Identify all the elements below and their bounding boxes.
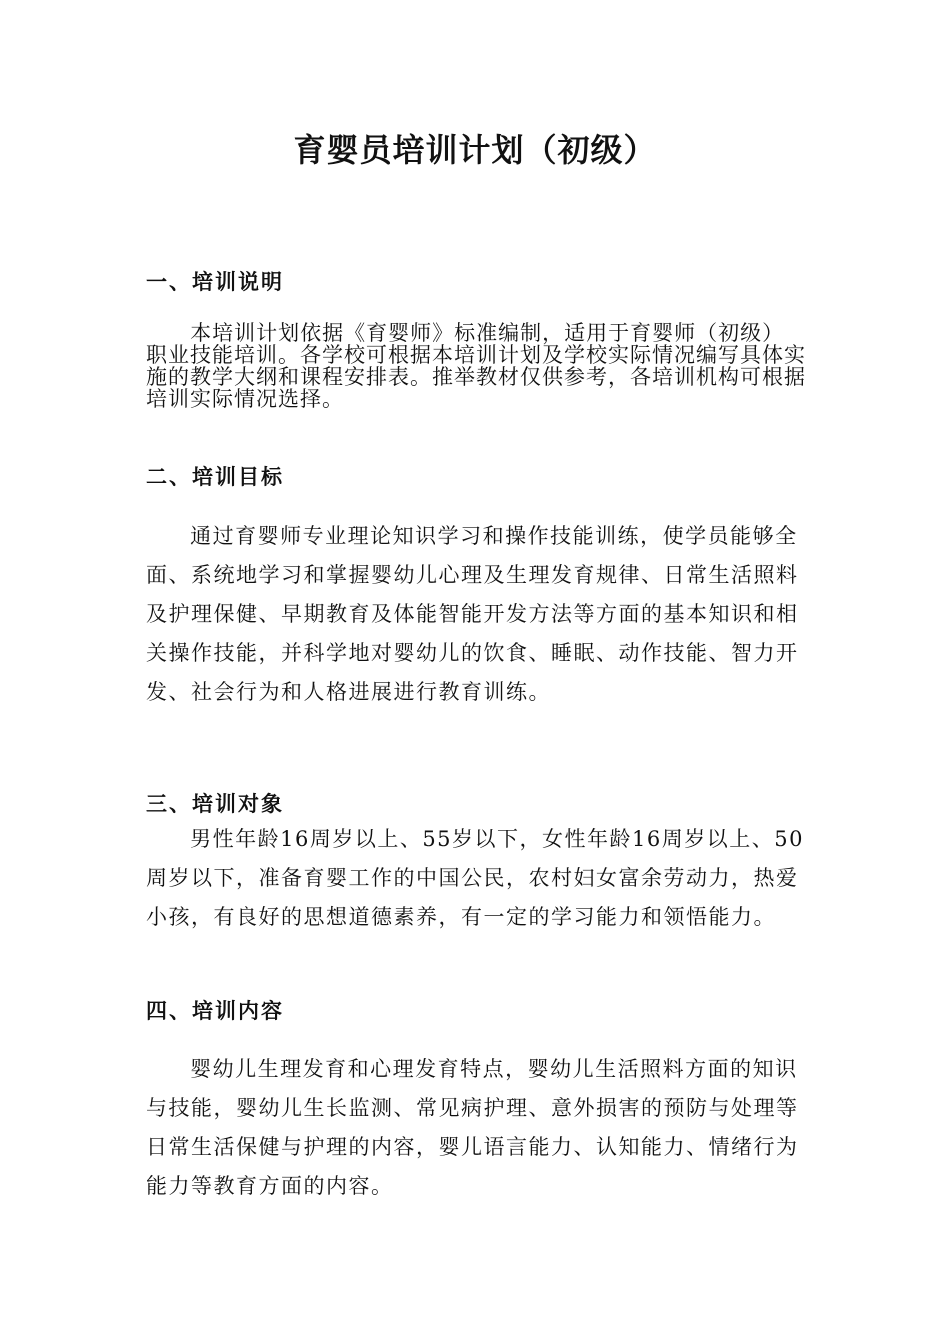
- section-heading-explanation: 一、培训说明: [146, 270, 284, 294]
- section-heading-content: 四、培训内容: [146, 999, 284, 1023]
- section-body-goals: 通过育婴师专业理论知识学习和操作技能训练，使学员能够全面、系统地学习和掌握婴幼儿心理及生理发育规律、日常生活照料及护理保健、早期教育及体能智能开发方法等方面的基本知识和相关操作技能，并科学地对婴幼儿的饮食、睡眠、动作技能、智力开发、社会行为和人格进展进行教育训练。: [146, 524, 799, 704]
- section-heading-goals: 二、培训目标: [146, 465, 284, 489]
- section-body-audience: 男性年龄16周岁以上、55岁以下，女性年龄16周岁以上、50周岁以下，准备育婴工作的中国公民，农村妇女富余劳动力，热爱小孩，有良好的思想道德素养，有一定的学习能力和领悟能力。: [146, 827, 804, 929]
- section-body-explanation: 本培训计划依据《育婴师》标准编制，适用于育婴师（初级）职业技能培训。各学校可根据本培训计划及学校实际情况编写具体实施的教学大纲和课程安排表。推举教材仅供参考，各培训机构可根据培训实际情况选择。: [146, 321, 806, 411]
- section-body-content: 婴幼儿生理发育和心理发育特点，婴幼儿生活照料方面的知识与技能，婴幼儿生长监测、常见病护理、意外损害的预防与处理等日常生活保健与护理的内容，婴儿语言能力、认知能力、情绪行为能力等教育方面的内容。: [146, 1057, 799, 1198]
- section-heading-audience: 三、培训对象: [146, 792, 284, 816]
- document-title: 育婴员培训计划（初级）: [293, 131, 657, 169]
